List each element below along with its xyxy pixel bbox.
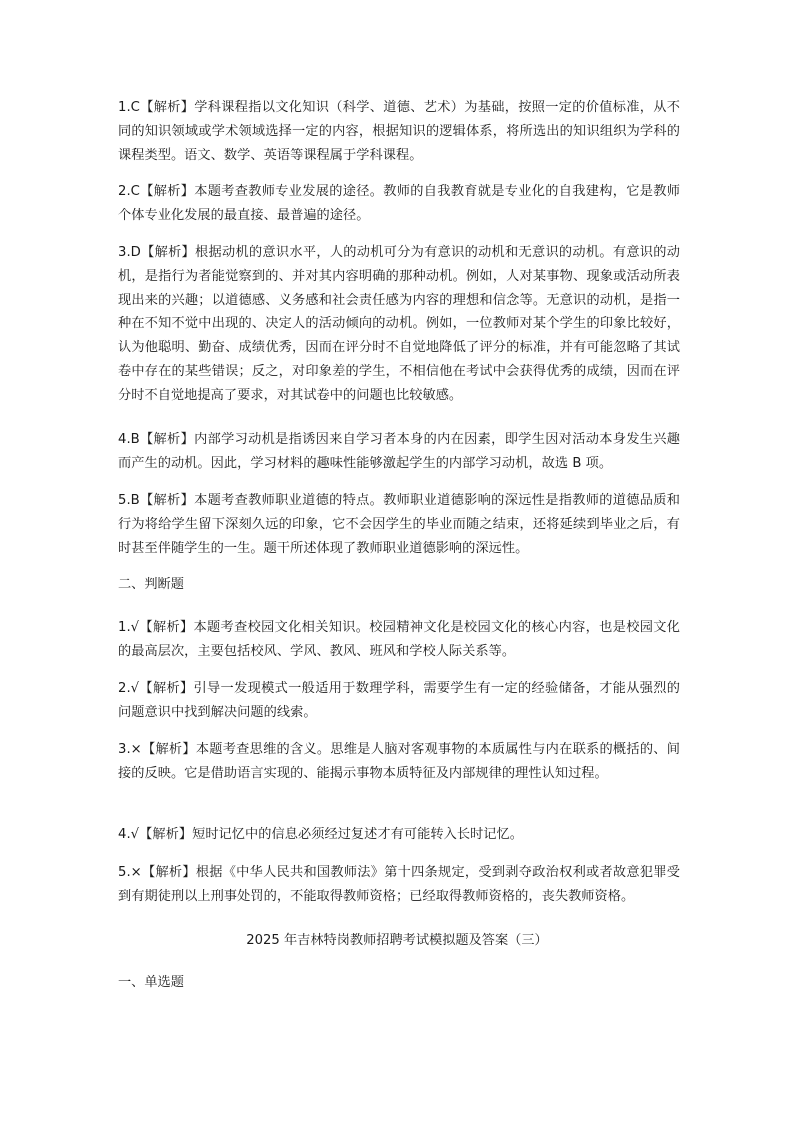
answer-4-judgment: 4.√【解析】短时记忆中的信息必须经过复述才有可能转入长时记忆。 bbox=[118, 827, 524, 842]
answer-1-single: 1.C【解析】学科课程指以文化知识（科学、道德、艺术）为基础，按照一定的价值标准，从不同的知识领域或学术领域选择一定的内容，根据知识的逻辑体系，将所选出的知识组织为学科的课程类型。语文、数学、英语等课程属于学科课程。 bbox=[118, 100, 680, 163]
judgment-section-heading: 二、判断题 bbox=[118, 577, 184, 592]
answer-4-single: 4.B【解析】内部学习动机是指诱因来自学习者本身的内在因素，即学生因对活动本身发生兴趣而产生的动机。因此，学习材料的趣味性能够激起学生的内部学习动机，故选 B 项。 bbox=[118, 432, 680, 471]
answer-3-single: 3.D【解析】根据动机的意识水平，人的动机可分为有意识的动机和无意识的动机。有意识的动机，是指行为者能觉察到的、并对其内容明确的那种动机。例如，人对某事物、现象或活动所表现出来的兴趣；以道德感、义务感和社会责任感为内容的理想和信念等。无意识的动机，是指一种在不知不觉中出现的、决定人的活动倾向的动机。例如，一位教师对某个学生的印象比较好，认为他聪明、勤奋、成绩优秀，因而在评分时不自觉地降低了评分的标准，并有可能忽略了其试卷中存在的某些错误；反之，对印象差的学生，不相信他在考试中会获得优秀的成绩，因而在评分时不自觉地提高了要求，对其试卷中的问题也比较敏感。 bbox=[118, 245, 680, 403]
next-section-title: 2025 年吉林特岗教师招聘考试模拟题及答案（三） bbox=[246, 933, 548, 948]
next-section-heading: 一、单选题 bbox=[118, 975, 184, 990]
answer-5-judgment: 5.×【解析】根据《中华人民共和国教师法》第十四条规定，受到剥夺政治权利或者故意犯罪受到有期徒刑以上刑事处罚的，不能取得教师资格；已经取得教师资格的，丧失教师资格。 bbox=[118, 865, 680, 904]
answer-3-judgment: 3.×【解析】本题考查思维的含义。思维是人脑对客观事物的本质属性与内在联系的概括的、间接的反映。它是借助语言实现的、能揭示事物本质特征及内部规律的理性认知过程。 bbox=[118, 742, 680, 781]
answer-5-single: 5.B【解析】本题考查教师职业道德的特点。教师职业道德影响的深远性是指教师的道德品质和行为将给学生留下深刻久远的印象，它不会因学生的毕业而随之结束，还将延续到毕业之后，有时甚至伴随学生的一生。题干所述体现了教师职业道德影响的深远性。 bbox=[118, 493, 680, 556]
answer-2-single: 2.C【解析】本题考查教师专业发展的途径。教师的自我教育就是专业化的自我建构，它是教师个体专业化发展的最直接、最普遍的途径。 bbox=[118, 184, 680, 223]
answer-1-judgment: 1.√【解析】本题考查校园文化相关知识。校园精神文化是校园文化的核心内容，也是校园文化的最高层次，主要包括校风、学风、教风、班风和学校人际关系等。 bbox=[118, 620, 680, 659]
answer-2-judgment: 2.√【解析】引导一发现模式一般适用于数理学科，需要学生有一定的经验储备，才能从强烈的问题意识中找到解决问题的线索。 bbox=[118, 681, 680, 720]
